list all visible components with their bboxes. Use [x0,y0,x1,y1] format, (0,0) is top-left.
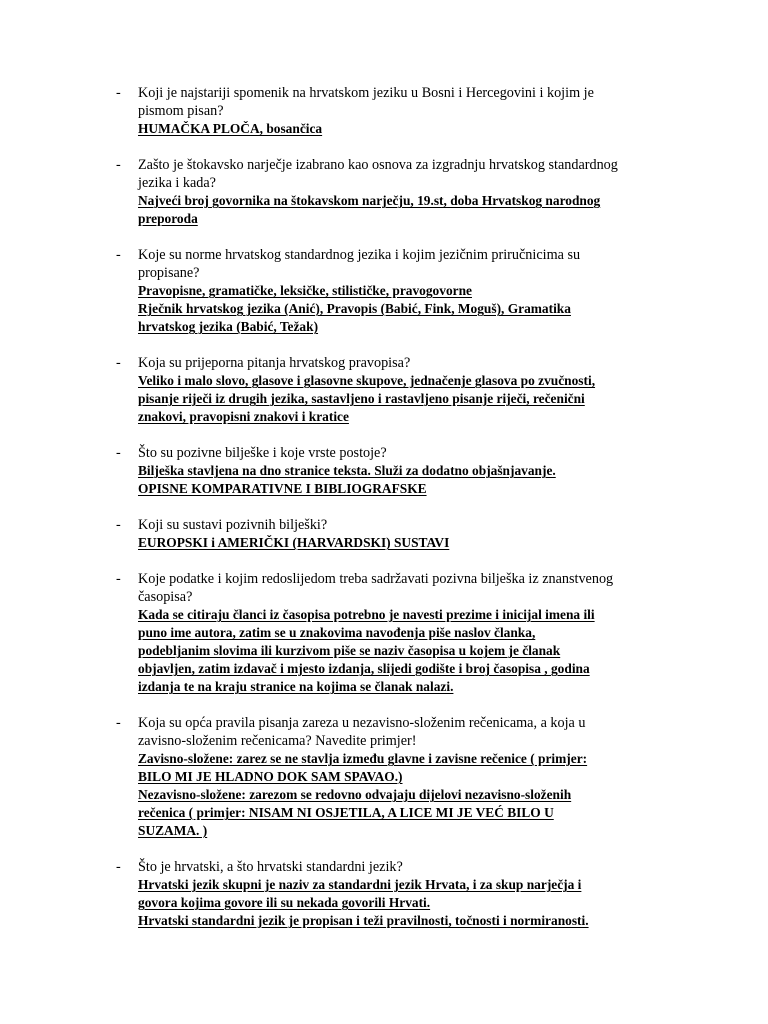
question-line: Koji je najstariji spomenik na hrvatskom jeziku u Bosni i Hercegovini i kojim je [138,85,594,101]
answer-line: objavljen, zatim izdavač i mjesto izdanja, slijedi godište i broj časopisa , godina [138,661,590,676]
question-line: Koja su prijeporna pitanja hrvatskog pravopisa? [138,355,411,371]
answer-line: podebljanim slovima ili kurzivom piše se naziv časopisa u kojem je članak [138,643,561,658]
list-bullet: - [116,571,121,587]
answer-text [138,282,728,336]
question-text [138,570,728,606]
question-line: Što je hrvatski, a što hrvatski standardni jezik? [138,859,403,875]
question-line: jezika i kada? [138,175,216,191]
answer-line: puno ime autora, zatim se u znakovima navođenja piše naslov članka, [138,625,536,640]
answer-line: BILO MI JE HLADNO DOK SAM SPAVAO.) [138,769,403,784]
list-bullet: - [116,355,121,371]
answer-text [138,462,728,498]
answer-line: pisanje riječi iz drugih jezika, sastavljeno i rastavljeno pisanje riječi, rečenični [138,391,585,406]
qa-item [116,156,728,228]
list-bullet: - [116,157,121,173]
answer-line: preporoda [138,211,198,226]
question-text [138,84,728,120]
question-text [138,516,728,534]
answer-line: Rječnik hrvatskog jezika (Anić), Pravopis (Babić, Fink, Moguš), Gramatika [138,301,571,316]
list-bullet: - [116,517,121,533]
question-text [138,156,728,192]
list-bullet: - [116,859,121,875]
qa-item [116,858,728,930]
question-line: Koje su norme hrvatskog standardnog jezika i kojim jezičnim priručnicima su [138,247,581,263]
list-bullet: - [116,85,121,101]
answer-line: rečenica ( primjer: NISAM NI OSJETILA, A LICE MI JE VEĆ BILO U [138,805,554,820]
answer-line: EUROPSKI i AMERIČKI (HARVARDSKI) SUSTAVI [138,535,450,550]
answer-text [138,606,728,696]
qa-item [116,84,728,138]
question-text [138,354,728,372]
answer-line: izdanja te na kraju stranice na kojima se članak nalazi. [138,679,454,694]
answer-line: hrvatskog jezika (Babić, Težak) [138,319,319,334]
question-line: propisane? [138,265,200,281]
question-line: časopisa? [138,589,193,605]
answer-line: Pravopisne, gramatičke, leksičke, stilističke, pravogovorne [138,283,472,298]
answer-line: Najveći broj govornika na štokavskom narječju, 19.st, doba Hrvatskog narodnog [138,193,601,208]
answer-line: Zavisno-složene: zarez se ne stavlja između glavne i zavisne rečenice ( primjer: [138,751,588,766]
question-line: Koji su sustavi pozivnih bilješki? [138,517,328,533]
answer-text [138,372,728,426]
qa-item [116,570,728,696]
answer-line: govora kojima govore ili su nekada govorili Hrvati. [138,895,431,910]
answer-line: Nezavisno-složene: zarezom se redovno odvajaju dijelovi nezavisno-složenih [138,787,572,802]
answer-line: Hrvatski jezik skupni je naziv za standardni jezik Hrvata, i za skup narječja i [138,877,582,892]
question-text [138,246,728,282]
question-line: Što su pozivne bilješke i koje vrste postoje? [138,445,387,461]
qa-item [116,516,728,552]
answer-line: Kada se citiraju članci iz časopisa potrebno je navesti prezime i inicijal imena ili [138,607,595,622]
answer-line: Hrvatski standardni jezik je propisan i teži pravilnosti, točnosti i normiranosti. [138,913,589,928]
answer-text [138,120,728,138]
question-line: Koja su opća pravila pisanja zareza u nezavisno-složenim rečenicama, a koja u [138,715,586,731]
list-bullet: - [116,715,121,731]
question-line: pismom pisan? [138,103,224,119]
question-text [138,714,728,750]
question-line: zavisno-složenim rečenicama? Navedite primjer! [138,733,417,749]
list-bullet: - [116,445,121,461]
question-text [138,858,728,876]
answer-line: HUMAČKA PLOČA, bosančica [138,121,323,136]
answer-text [138,534,728,552]
answer-text [138,876,728,930]
qa-item [116,354,728,426]
question-line: Koje podatke i kojim redoslijedom treba sadržavati pozivna bilješka iz znanstvenog [138,571,614,587]
answer-line: Bilješka stavljena na dno stranice teksta. Služi za dodatno objašnjavanje. [138,463,556,478]
qa-item [116,246,728,336]
question-text [138,444,728,462]
answer-line: OPISNE KOMPARATIVNE I BIBLIOGRAFSKE [138,481,427,496]
answer-line: SUZAMA. ) [138,823,208,838]
qa-item [116,444,728,498]
answer-line: Veliko i malo slovo, glasove i glasovne skupove, jednačenje glasova po zvučnosti, [138,373,596,388]
list-bullet: - [116,247,121,263]
answer-line: znakovi, pravopisni znakovi i kratice [138,409,349,424]
answer-text [138,750,728,840]
answer-text [138,192,728,228]
qa-item [116,714,728,840]
question-line: Zašto je štokavsko narječje izabrano kao osnova za izgradnju hrvatskog standardnog [138,157,618,173]
